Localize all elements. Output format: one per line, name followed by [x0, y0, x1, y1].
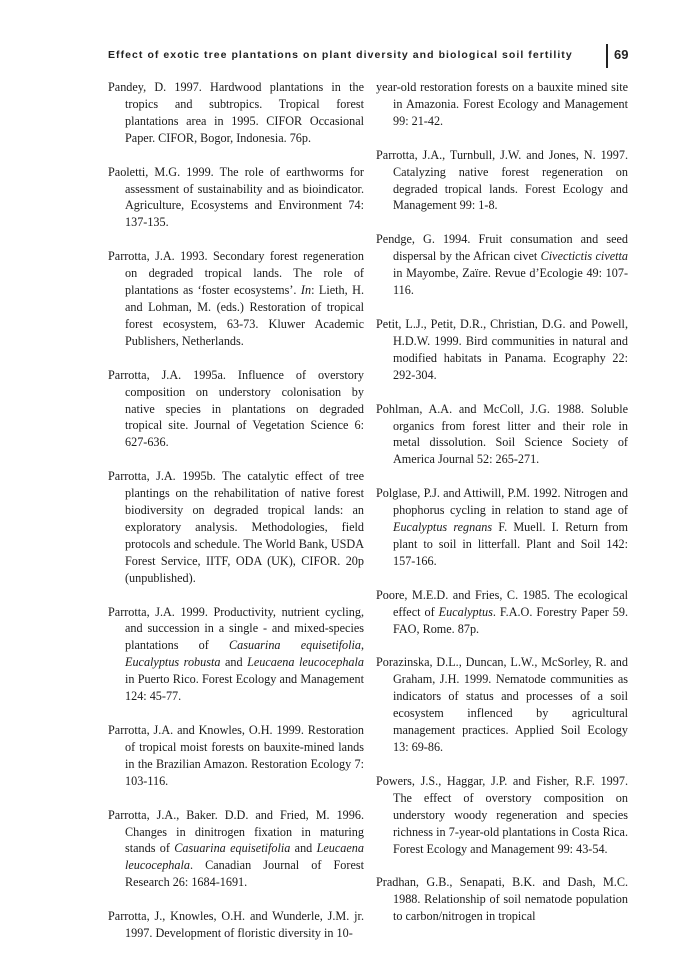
reference-entry: Powers, J.S., Haggar, J.P. and Fisher, R.F. 1997. The effect of overstory composition on understory woody regeneration and species richness in 7-year-old plantations in Costa Rica. Forest Ecology and Management 99: 43-54.	[376, 773, 628, 856]
italic-term: Civectictis civetta	[540, 249, 628, 264]
references-column-right	[376, 79, 628, 942]
header-divider	[606, 44, 608, 68]
page-number: 69	[614, 47, 629, 62]
reference-entry: Parrotta, J.A. 1993. Secondary forest regeneration on degraded tropical lands. The role of plantations as ‘foster ecosystems’. In: Lieth, H. and Lohman, M. (eds.) Restoration of tropical forest ecosystem, 63-73. Kluwer Academic Publishers, Netherlands.	[108, 249, 364, 348]
reference-entry: Petit, L.J., Petit, D.R., Christian, D.G. and Powell, H.D.W. 1999. Bird communities in natural and modified habitats in Panama. Ecography 22: 292-304.	[376, 316, 628, 382]
italic-term: In	[300, 283, 312, 298]
italic-term: Eucalyptus	[438, 604, 493, 619]
references-column-left	[108, 79, 364, 959]
reference-entry: Pendge, G. 1994. Fruit consumation and seed dispersal by the African civet Civectictis civetta in Mayombe, Zaïre. Revue d’Ecologie 49: 107-116.	[376, 232, 628, 298]
reference-entry: Pohlman, A.A. and McColl, J.G. 1988. Soluble organics from forest litter and their role in metal dissolution. Soil Science Society of America Journal 52: 265-271.	[376, 401, 628, 467]
reference-entry: Pandey, D. 1997. Hardwood plantations in the tropics and subtropics. Tropical forest plantations area in 1995. CIFOR Occasional Paper. CIFOR, Bogor, Indonesia. 76p.	[108, 80, 364, 145]
reference-entry: year-old restoration forests on a bauxite mined site in Amazonia. Forest Ecology and Management 99: 21-42.	[376, 80, 628, 128]
running-title: Effect of exotic tree plantations on plant diversity and biological soil fertility	[108, 49, 573, 61]
reference-entry: Parrotta, J., Knowles, O.H. and Wunderle, J.M. jr. 1997. Development of floristic diversity in 10-	[108, 909, 364, 941]
running-header	[0, 44, 700, 70]
italic-term: Leucaena leucocephala	[247, 655, 364, 670]
reference-entry: Porazinska, D.L., Duncan, L.W., McSorley, R. and Graham, J.H. 1999. Nematode communities as indicators of status and processes of a soil ecosystem inflenced by agricultural management practices. Applied Soil Ecology 13: 69-86.	[376, 655, 628, 754]
reference-entry: Parrotta, J.A. 1995a. Influence of overstory composition on understory colonisation by native species in plantations on degraded tropical site. Journal of Vegetation Science 6: 627-636.	[108, 367, 364, 450]
reference-entry: Parrotta, J.A. and Knowles, O.H. 1999. Restoration of tropical moist forests on bauxite-mined lands in the Brazilian Amazon. Restoration Ecology 7: 103-116.	[108, 723, 364, 788]
reference-entry: Parrotta, J.A. 1995b. The catalytic effect of tree plantings on the rehabilitation of native forest biodiversity on degraded tropical lands: an exploratory analysis. Methodologies, field protocols and schedule. The World Bank, USDA Forest Service, IITF, ODA (UK), CIFOR. 20p (unpublished).	[108, 469, 364, 585]
italic-term: Casuarina equisetifolia	[174, 841, 291, 856]
reference-entry: Parrotta, J.A., Baker. D.D. and Fried, M. 1996. Changes in dinitrogen fixation in maturing stands of Casuarina equisetifolia and Leucaena leucocephala. Canadian Journal of Forest Research 26: 1684-1691.	[108, 807, 364, 890]
reference-entry: Parrotta, J.A. 1999. Productivity, nutrient cycling, and succession in a single - and mixed-species plantations of Casuarina equisetifolia, Eucalyptus robusta and Leucaena leucocephala in Puerto Rico. Forest Ecology and Management 124: 45-77.	[108, 604, 364, 704]
italic-term: Leucaena leucocephala	[125, 841, 364, 873]
italic-term: Eucalyptus regnans	[393, 520, 493, 535]
reference-entry: Polglase, P.J. and Attiwill, P.M. 1992. Nitrogen and phophorus cycling in relation to stand age of Eucalyptus regnans F. Muell. I. Return from plant to soil in litterfall. Plant and Soil 142: 157-166.	[376, 486, 628, 568]
italic-term: Casuarina equisetifolia	[229, 638, 361, 653]
reference-entry: Paoletti, M.G. 1999. The role of earthworms for assessment of sustainability and as bioindicator. Agriculture, Ecosystems and Environment 74: 137-135.	[108, 164, 364, 230]
italic-term: Eucalyptus robusta	[125, 655, 221, 670]
reference-entry: Poore, M.E.D. and Fries, C. 1985. The ecological effect of Eucalyptus. F.A.O. Forestry Paper 59. FAO, Rome. 87p.	[376, 587, 628, 636]
reference-entry: Parrotta, J.A., Turnbull, J.W. and Jones, N. 1997. Catalyzing native forest regeneration on degraded tropical lands. Forest Ecology and Management 99: 1-8.	[376, 147, 628, 213]
reference-entry: Pradhan, G.B., Senapati, B.K. and Dash, M.C. 1988. Relationship of soil nematode population to carbon/nitrogen in tropical	[376, 875, 628, 924]
